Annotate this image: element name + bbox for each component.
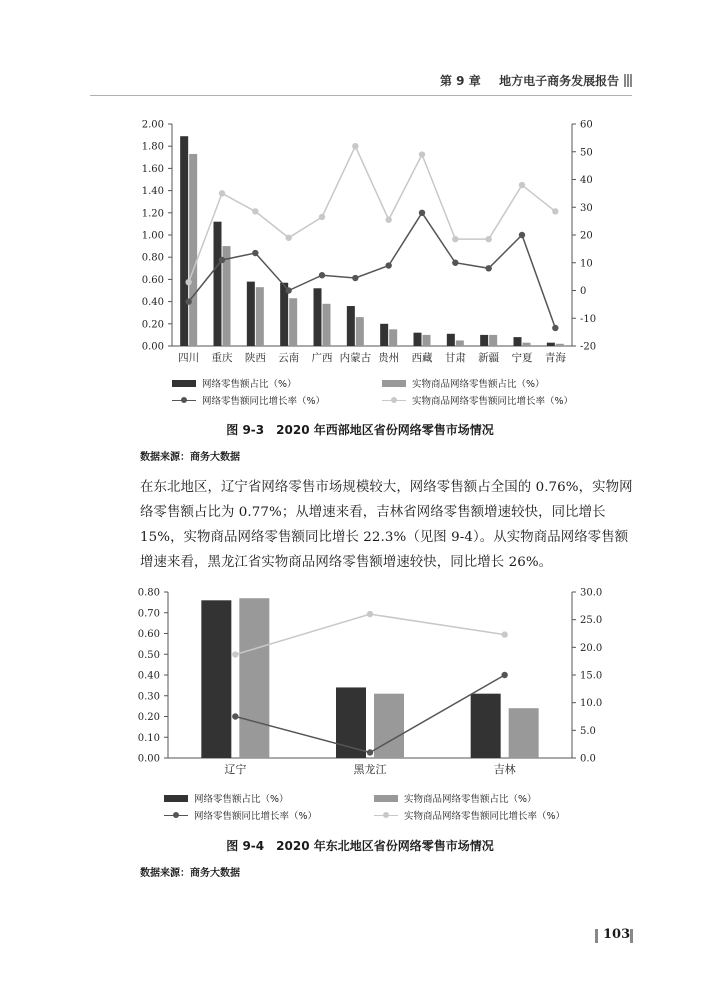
left-tick-label: 0.10	[137, 732, 160, 744]
category-label: 宁夏	[511, 352, 533, 364]
point-series-3	[232, 713, 238, 719]
left-tick-label: 1.20	[141, 208, 164, 220]
left-tick-label: 0.50	[137, 649, 160, 661]
legend2-item-s1	[164, 791, 289, 805]
bar-series-1	[471, 694, 501, 758]
left-tick-label: 0.00	[137, 753, 160, 765]
right-tick-label: 25.0	[580, 615, 603, 627]
point-series-4	[367, 611, 373, 617]
chart2-legend	[164, 791, 624, 823]
legend-label-s1: 网络零售额占比（%）	[202, 379, 297, 390]
left-tick-label: 1.60	[141, 163, 164, 175]
legend2-item-s3	[164, 808, 317, 822]
left-tick-label: 0.20	[141, 319, 164, 331]
left-tick-label: 0.20	[137, 712, 160, 723]
right-tick-label: -10	[580, 313, 597, 325]
legend-label-s4: 实物商品网络零售额同比增长率（%）	[412, 396, 574, 407]
left-tick-label: 0.00	[141, 341, 164, 353]
left-tick-label: 1.80	[141, 141, 164, 153]
chapter-title: 地方电子商务发展报告	[499, 74, 620, 88]
legend2-label-s4: 实物商品网络零售额同比增长率（%）	[404, 811, 566, 822]
bar-series-1	[201, 600, 231, 758]
category-label: 广西	[311, 352, 333, 364]
category-label: 陕西	[244, 352, 266, 364]
legend-label-s2: 实物商品网络零售额占比（%）	[412, 379, 545, 390]
category-label: 辽宁	[224, 763, 247, 776]
right-tick-label: 5.0	[580, 725, 596, 737]
legend2-item-s2	[374, 791, 537, 805]
category-label: 四川	[178, 352, 200, 364]
chapter-label: 第 9 章	[440, 74, 481, 88]
left-tick-label: 1.00	[141, 230, 164, 242]
left-tick-label: 2.00	[141, 119, 164, 131]
legend2-label-s1: 网络零售额占比（%）	[194, 794, 289, 805]
right-tick-label: -20	[580, 341, 597, 353]
right-tick-label: 30.0	[580, 587, 603, 599]
left-tick-label: 1.40	[141, 186, 164, 198]
left-tick-label: 0.60	[141, 274, 164, 286]
bar-series-2	[239, 598, 269, 758]
point-series-3	[501, 672, 507, 678]
figure1-source: 数据来源：商务大数据	[140, 452, 240, 463]
point-series-3	[367, 749, 373, 755]
category-label: 青海	[544, 352, 566, 364]
point-series-4	[501, 631, 507, 637]
left-tick-label: 0.80	[137, 587, 160, 599]
category-label: 新疆	[478, 352, 500, 364]
legend2-swatch-s1	[164, 795, 188, 802]
figure2-caption: 图 9-4 2020 年东北地区省份网络零售市场情况	[226, 839, 494, 853]
figure2-source: 数据来源：商务大数据	[140, 868, 240, 879]
legend2-label-s3: 网络零售额同比增长率（%）	[194, 811, 318, 822]
left-tick-label: 0.70	[137, 608, 160, 620]
category-label: 吉林	[493, 763, 516, 776]
right-tick-label: 10	[580, 258, 593, 270]
legend2-marker-s4	[374, 812, 398, 819]
right-tick-label: 0.0	[580, 753, 596, 765]
category-label: 重庆	[211, 352, 233, 364]
line-series-4	[235, 614, 504, 654]
category-label: 贵州	[378, 352, 400, 364]
legend2-label-s2: 实物商品网络零售额占比（%）	[404, 794, 537, 805]
left-tick-label: 0.40	[141, 297, 164, 309]
left-tick-label: 0.40	[137, 670, 160, 682]
left-tick-label: 0.80	[141, 252, 164, 264]
right-tick-label: 10.0	[580, 698, 603, 710]
category-label: 甘肃	[444, 352, 466, 364]
right-tick-label: 0	[580, 286, 587, 297]
right-tick-label: 50	[580, 147, 593, 159]
right-tick-label: 20	[580, 230, 593, 242]
category-label: 云南	[278, 352, 300, 364]
page-number-bar-left	[595, 929, 598, 943]
left-tick-label: 0.30	[137, 691, 160, 703]
page-number: 103	[603, 927, 631, 942]
legend2-item-s4	[374, 808, 565, 822]
legend2-swatch-s2	[374, 795, 398, 802]
right-tick-label: 15.0	[580, 670, 603, 682]
point-series-4	[232, 651, 238, 657]
line-series-3	[235, 675, 504, 752]
right-tick-label: 20.0	[580, 642, 603, 654]
figure1-caption: 图 9-3 2020 年西部地区省份网络零售市场情况	[226, 423, 494, 437]
legend2-marker-s3	[164, 812, 188, 819]
bar-series-2	[509, 708, 539, 758]
category-label: 西藏	[411, 352, 433, 364]
right-tick-label: 30	[580, 202, 593, 214]
right-tick-label: 40	[580, 175, 593, 186]
category-label: 内蒙古	[339, 352, 372, 364]
legend-label-s3: 网络零售额同比增长率（%）	[202, 396, 326, 407]
right-tick-label: 60	[580, 119, 593, 131]
page-number-bar-right	[630, 929, 633, 943]
paragraph-text: 在东北地区，辽宁省网络零售市场规模较大，网络零售额占全国的 0.76%，实物网络零售额占比为 0.77%；从增速来看，吉林省网络零售额增速较快，同比增长 15%，实物商品网络零售额同比增长 22.3%（见图 9-4）。从实物商品网络零售额增速来看，黑龙江省实物商品网络零售额增速较快，同比增长 26%。	[140, 480, 633, 570]
category-label: 黑龙江	[353, 763, 387, 776]
left-tick-label: 0.60	[137, 629, 160, 640]
